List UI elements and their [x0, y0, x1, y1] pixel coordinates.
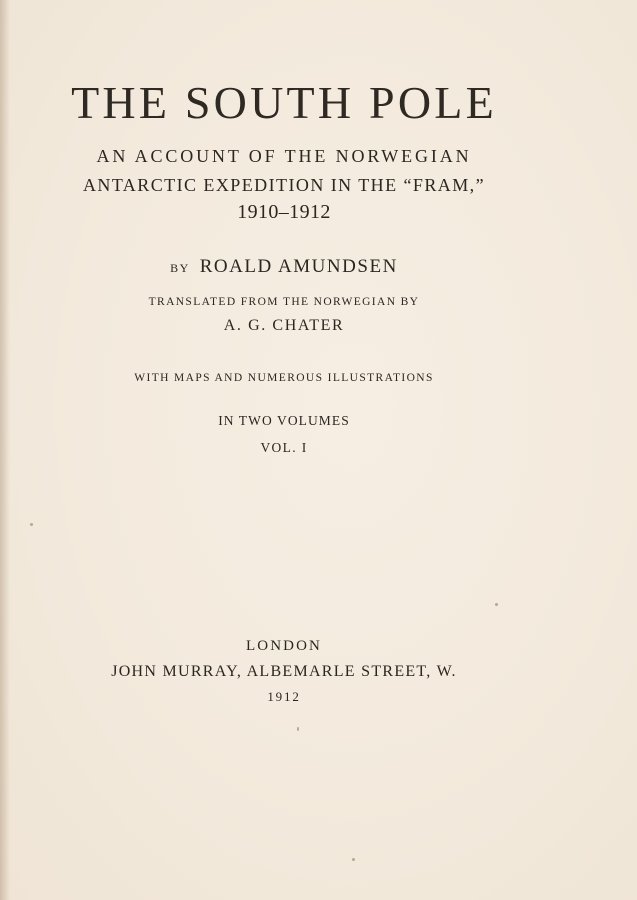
paper-speck — [30, 523, 33, 526]
publication-year: 1912 — [267, 689, 301, 704]
author-name: ROALD AMUNDSEN — [199, 256, 398, 277]
subtitle-line-2: ANTARCTIC EXPEDITION IN THE “FRAM,” — [82, 175, 486, 195]
subtitle-line-1: AN ACCOUNT OF THE NORWEGIAN — [96, 146, 472, 166]
by-label: BY — [170, 261, 190, 275]
expedition-years: 1910–1912 — [237, 201, 331, 223]
translator-name: A. G. CHATER — [223, 317, 345, 334]
author-line — [0, 256, 568, 278]
book-title: THE SOUTH POLE — [71, 77, 497, 128]
publication-city: LONDON — [246, 638, 322, 654]
illustrations-note: WITH MAPS AND NUMEROUS ILLUSTRATIONS — [134, 372, 434, 384]
volumes-note: IN TWO VOLUMES — [218, 413, 350, 428]
paper-speck — [352, 858, 355, 861]
translated-from-line: TRANSLATED FROM THE NORWEGIAN BY — [148, 296, 420, 308]
paper-speck — [495, 603, 498, 606]
paper-speck — [297, 727, 299, 731]
volume-number: VOL. I — [260, 440, 308, 455]
publisher-line: JOHN MURRAY, ALBEMARLE STREET, W. — [111, 663, 457, 680]
